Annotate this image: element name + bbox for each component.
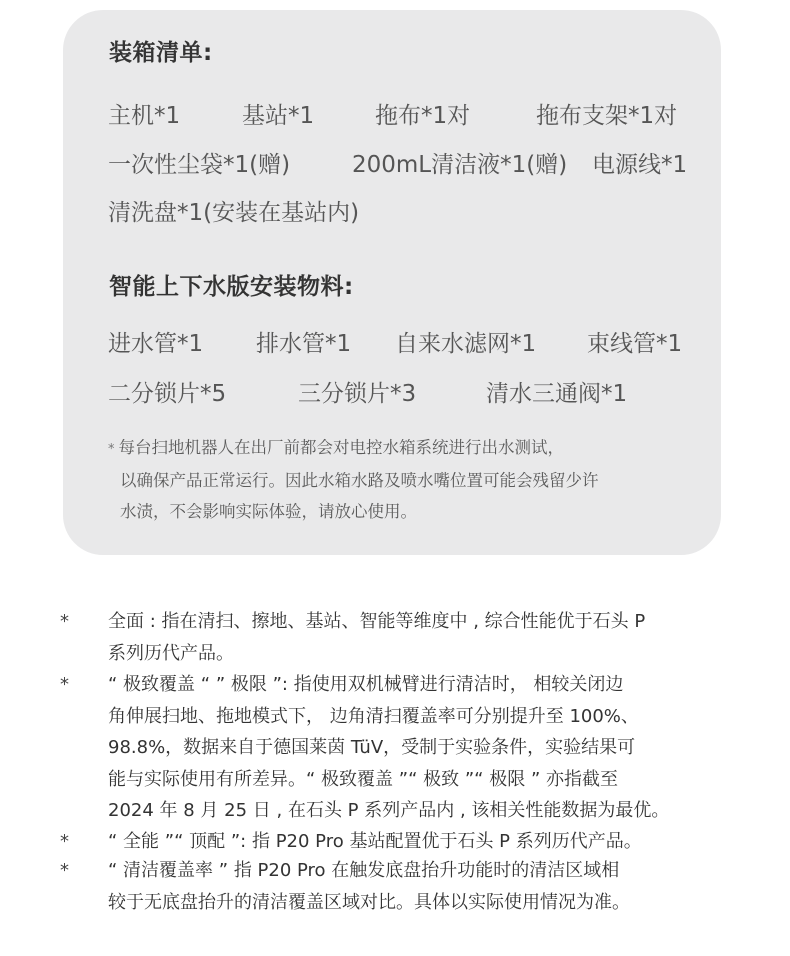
packing-item-dust-bag: 一次性尘袋*1(赠) — [108, 152, 291, 178]
footnote-coverage-rate: “ 清洁覆盖率 ” 指 P20 Pro 在触发底盘抬升功能时的清洁区域相 较于无底盘抬升的清洁覆盖区域对比。具体以实际使用情况为准。 — [108, 860, 630, 913]
kit-item-cable-tube: 束线管*1 — [587, 331, 683, 357]
kit-item-tap-filter: 自来水滤网*1 — [395, 331, 537, 357]
water-kit-title: 智能上下水版安装物料: — [109, 274, 354, 300]
packing-item-base-station: 基站*1 — [242, 103, 315, 129]
footnote-all-in-one: “ 全能 ”“ 顶配 ”: 指 P20 Pro 基站配置优于石头 P 系列历代产品。 — [108, 831, 642, 852]
kit-item-inlet-pipe: 进水管*1 — [108, 331, 204, 357]
packing-item-wash-tray: 清洗盘*1(安装在基站内) — [108, 200, 360, 226]
packing-list-title: 装箱清单: — [109, 40, 213, 66]
packing-item-mop: 拖布*1对 — [375, 103, 471, 129]
water-test-note — [108, 432, 708, 527]
kit-item-lock-clip-3: 三分锁片*3 — [298, 381, 417, 407]
packing-item-cleaning-fluid: 200mL清洁液*1(赠) — [352, 152, 568, 178]
footnote-star: * — [60, 611, 69, 632]
kit-item-drain-pipe: 排水管*1 — [256, 331, 352, 357]
footnote-star: * — [60, 831, 69, 852]
note-star: * — [108, 442, 115, 457]
footnote-star: * — [60, 674, 69, 695]
kit-item-lock-clip-2: 二分锁片*5 — [108, 381, 227, 407]
note-line: 以确保产品正常运行。因此水箱水路及喷水嘴位置可能会残留少许 — [120, 471, 599, 490]
packing-item-power-cord: 电源线*1 — [592, 152, 688, 178]
kit-item-tee-valve: 清水三通阀*1 — [486, 381, 628, 407]
note-line: 水渍，不会影响实际体验，请放心使用。 — [120, 502, 417, 521]
packing-item-mop-holder: 拖布支架*1对 — [536, 103, 678, 129]
footnote-comprehensive: 全面 : 指在清扫、擦地、基站、智能等维度中 , 综合性能优于石头 P 系列历代产品。 — [108, 611, 646, 664]
footnote-star: * — [60, 860, 69, 881]
packing-item-main-unit: 主机*1 — [108, 103, 181, 129]
note-line: * 每台扫地机器人在出厂前都会对电控水箱系统进行出水测试， — [108, 438, 564, 457]
footnote-extreme-coverage: “ 极致覆盖 “ ” 极限 ”: 指使用双机械臂进行清洁时， 相较关闭边 角伸展扫地、拖地模式下， 边角清扫覆盖率可分别提升至 100%、 98.8%，数据来自于德国莱茵 TüV，受制于实验条件，实验结果可 能与实际使用有所差异。“ 极致覆盖 ”“ 极致 ”“ 极限 ” 亦指截至 2024 年 8 月 25 日 , 在石头 P 系列产品内 , 该相关性能数据为最优。 — [108, 674, 670, 821]
